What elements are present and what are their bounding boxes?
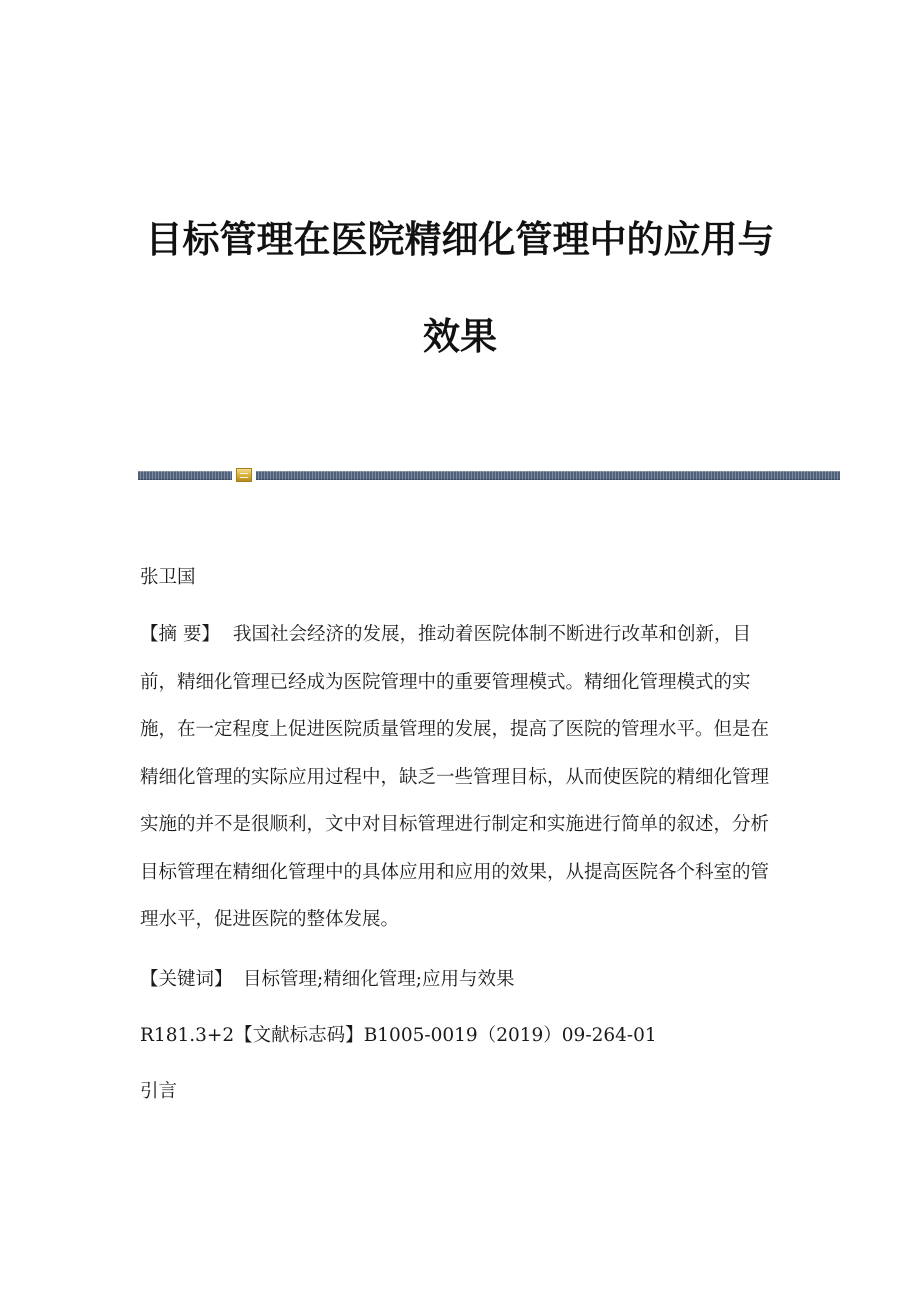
classification-line bbox=[140, 1024, 657, 1048]
abstract-line bbox=[140, 611, 769, 659]
document-code: B1005-0019（2019）09-264-01 bbox=[363, 1025, 657, 1046]
divider-bar-right bbox=[256, 471, 840, 480]
divider-ornament-icon bbox=[236, 468, 252, 482]
abstract-line: 精细化管理的实际应用过程中，缺乏一些管理目标，从而使医院的精细化管理 bbox=[140, 766, 770, 788]
abstract-line: 施，在一定程度上促进医院质量管理的发展，提高了医院的管理水平。但是在 bbox=[140, 719, 770, 740]
section-heading-introduction: 引言 bbox=[140, 1081, 178, 1102]
abstract-line: 实施的并不是很顺利，文中对目标管理进行制定和实施进行简单的叙述，分析 bbox=[140, 814, 770, 835]
author-name: 张卫国 bbox=[140, 567, 196, 588]
document-code-label: 【文献标志码】 bbox=[234, 1025, 364, 1046]
title-divider bbox=[138, 471, 840, 480]
abstract-line-text: 我国社会经济的发展，推动着医院体制不断进行改革和创新，目 bbox=[233, 624, 752, 645]
keywords bbox=[140, 968, 514, 992]
abstract bbox=[140, 611, 769, 944]
divider-bar-left bbox=[138, 471, 232, 480]
abstract-line: 前，精细化管理已经成为医院管理中的重要管理模式。精细化管理模式的实 bbox=[140, 671, 751, 693]
paper-title-line-2: 效果 bbox=[423, 315, 497, 358]
abstract-line: 目标管理在精细化管理中的具体应用和应用的效果，从提高医院各个科室的管 bbox=[140, 861, 770, 883]
abstract-line: 理水平，促进医院的整体发展。 bbox=[140, 909, 400, 930]
keywords-label: 【关键词】 bbox=[140, 969, 233, 990]
keywords-text: 目标管理;精细化管理;应用与效果 bbox=[243, 969, 515, 990]
classification-code: R181.3+2 bbox=[140, 1025, 235, 1046]
abstract-label: 【摘 要】 bbox=[140, 624, 220, 645]
paper-title-line-1: 目标管理在医院精细化管理中的应用与 bbox=[145, 218, 775, 261]
